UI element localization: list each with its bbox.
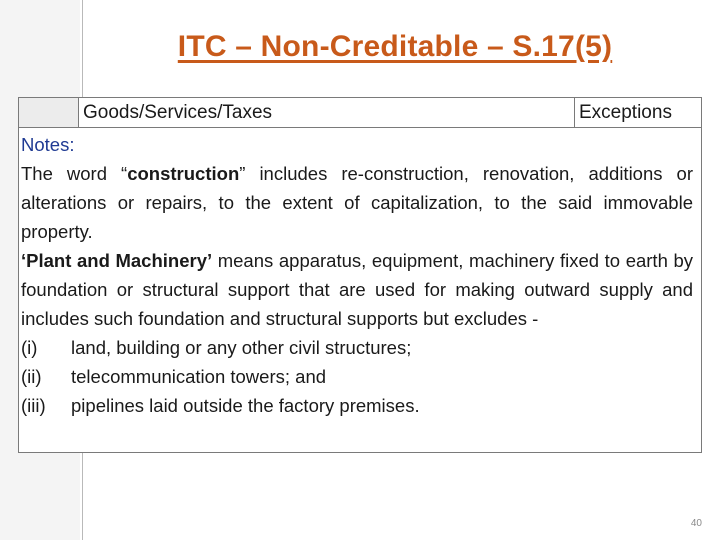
plant-machinery-definition: means apparatus, equipment, machinery fixed to earth by foundation or structural support that are used for making outward supply and includes such foundation and structural supports but excludes - [21,250,694,329]
slide-title: ITC – Non-Creditable – S.17(5) [177,30,613,63]
exclusion-number: (i) [21,337,38,358]
table-header-exceptions: Exceptions [574,98,701,127]
exclusion-item [21,333,693,362]
content-table [18,97,702,453]
construction-definition: ” includes re-construction, renovation, additions or alterations or repairs, to the extent of capitalization, to the said immovable property. [21,163,693,242]
table-header-blank-cell [19,98,79,127]
exclusion-item [21,391,693,420]
construction-note [21,159,693,246]
plant-machinery-term: ‘Plant and Machinery’ [21,250,213,271]
notes-body [21,130,693,420]
slide-number: 40 [690,518,702,529]
notes-heading: Notes: [21,134,75,155]
table-header-row [19,98,701,128]
exclusion-text: telecommunication towers; and [71,366,327,387]
exclusion-number: (ii) [21,366,42,387]
exclusion-text: land, building or any other civil structures; [71,337,412,358]
notes-heading-line [21,130,693,159]
plant-machinery-note [21,246,693,333]
exclusion-number: (iii) [21,395,46,416]
exclusion-text: pipelines laid outside the factory premises. [71,395,420,416]
table-header-goods: Goods/Services/Taxes [83,102,273,123]
exclusion-item [21,362,693,391]
construction-intro: The word “ [21,163,128,184]
construction-term: construction [127,163,240,184]
